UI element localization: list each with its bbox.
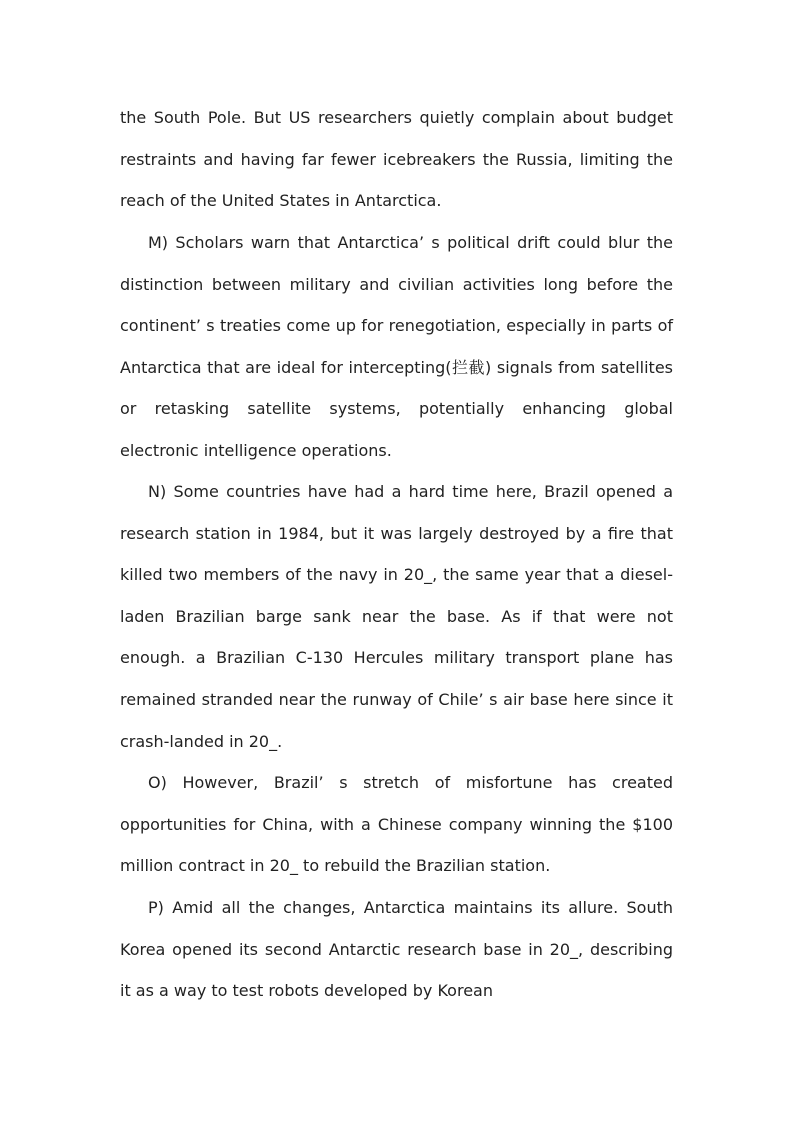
paragraph-text: the South Pole. But US researchers quietly complain about budget restraints and having far fewer icebreakers the Russia, limiting the reach of the United States in Antarctica. (120, 108, 673, 211)
paragraph-m (120, 222, 673, 472)
paragraph-text: O) However, Brazil’ s stretch of misfortune has created opportunities for China, with a Chinese company winning the $100 million contract in 20_ to rebuild the Brazilian station. (120, 773, 673, 876)
paragraph-text: N) Some countries have had a hard time here, Brazil opened a research station in 1984, but it was largely destroyed by a fire that killed two members of the navy in 20_, the same year that a diesel-laden Brazilian barge sank near the base. As if that were not enough. a Brazilian C-130 Hercules military transport plane has remained stranded near the runway of Chile’ s air base here since it crash-landed in 20_. (120, 482, 673, 751)
paragraph-p (120, 887, 673, 1012)
paragraph-text: M) Scholars warn that Antarctica’ s political drift could blur the distinction between military and civilian activities long before the continent’ s treaties come up for renegotiation, especially in parts of Antarctica that are ideal for intercepting(拦截) signals from satellites or retasking satellite systems, potentially enhancing global electronic intelligence operations. (120, 233, 673, 460)
paragraph-o (120, 762, 673, 887)
paragraph-n (120, 471, 673, 762)
paragraph-l-continued (120, 97, 673, 222)
paragraph-text: P) Amid all the changes, Antarctica maintains its allure. South Korea opened its second Antarctic research base in 20_, describing it as a way to test robots developed by Korean (120, 898, 673, 1001)
